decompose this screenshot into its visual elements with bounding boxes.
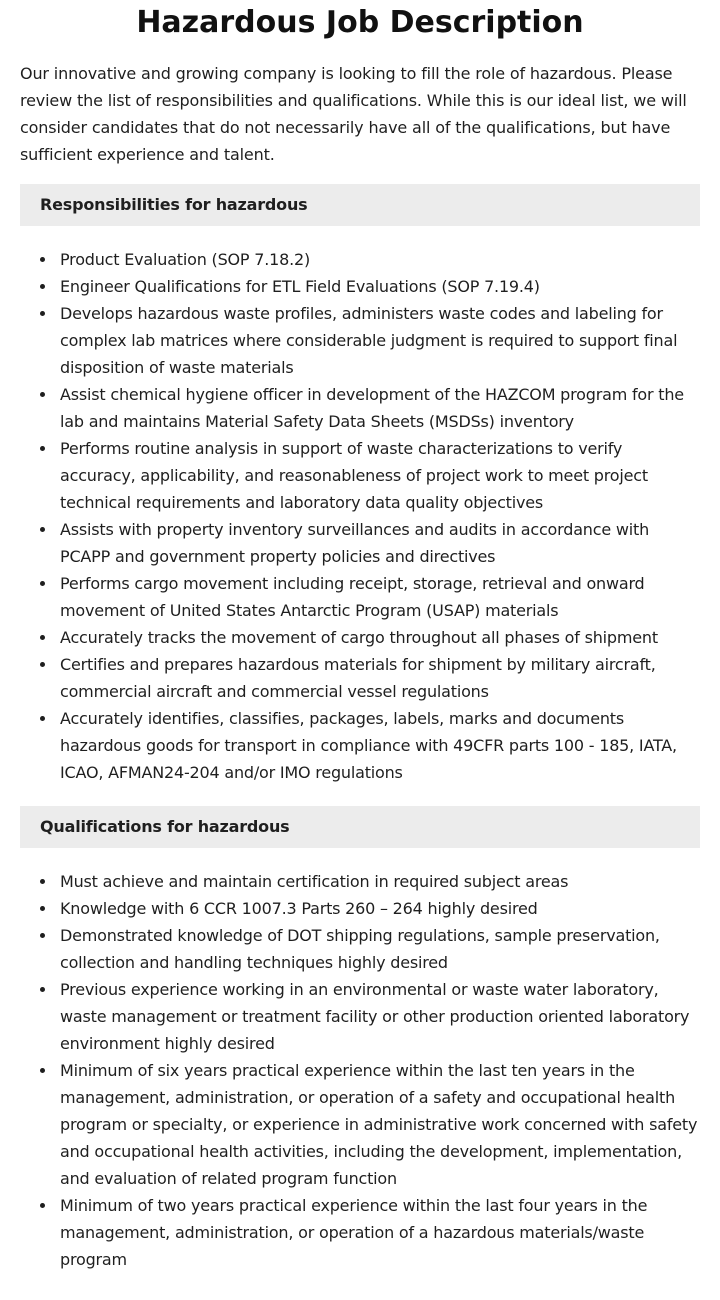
responsibilities-heading: Responsibilities for hazardous bbox=[20, 184, 700, 226]
responsibility-text: Accurately identifies, classifies, packages, labels, marks and documents hazardous goods for transport in compliance with 49CFR parts 100 - 185, IATA, ICAO, AFMAN24-204 and/or IMO regulations bbox=[60, 709, 677, 782]
responsibility-text: Performs cargo movement including receipt, storage, retrieval and onward movement of United States Antarctic Program (USAP) materials bbox=[60, 574, 645, 620]
list-item bbox=[20, 246, 700, 273]
bullet-icon bbox=[40, 906, 45, 911]
bullet-icon bbox=[40, 1068, 45, 1073]
bullet-icon bbox=[40, 933, 45, 938]
qualification-text: Previous experience working in an environmental or waste water laboratory, waste management or treatment facility or other production oriented laboratory environment highly desired bbox=[60, 980, 690, 1053]
list-item bbox=[20, 300, 700, 381]
list-item bbox=[20, 895, 700, 922]
qualifications-list bbox=[20, 868, 700, 1273]
intro-paragraph: Our innovative and growing company is looking to fill the role of hazardous. Please review the list of responsibilities and qualifications. While this is our ideal list, we will consider candidates that do not necessarily have all of the qualifications, but have sufficient experience and talent. bbox=[20, 64, 687, 164]
bullet-icon bbox=[40, 446, 45, 451]
bullet-icon bbox=[40, 1203, 45, 1208]
responsibility-text: Certifies and prepares hazardous materials for shipment by military aircraft, commercial aircraft and commercial vessel regulations bbox=[60, 655, 656, 701]
bullet-icon bbox=[40, 879, 45, 884]
bullet-icon bbox=[40, 311, 45, 316]
bullet-icon bbox=[40, 987, 45, 992]
list-item bbox=[20, 516, 700, 570]
qualifications-heading: Qualifications for hazardous bbox=[20, 806, 700, 848]
list-item bbox=[20, 1057, 700, 1192]
bullet-icon bbox=[40, 581, 45, 586]
bullet-icon bbox=[40, 527, 45, 532]
bullet-icon bbox=[40, 716, 45, 721]
bullet-icon bbox=[40, 284, 45, 289]
bullet-icon bbox=[40, 392, 45, 397]
page-title: Hazardous Job Description bbox=[136, 5, 584, 40]
list-item bbox=[20, 624, 700, 651]
responsibility-text: Engineer Qualifications for ETL Field Evaluations (SOP 7.19.4) bbox=[60, 277, 540, 296]
responsibilities-list bbox=[20, 246, 700, 786]
responsibility-text: Assist chemical hygiene officer in development of the HAZCOM program for the lab and maintains Material Safety Data Sheets (MSDSs) inventory bbox=[60, 385, 684, 431]
list-item bbox=[20, 435, 700, 516]
list-item bbox=[20, 651, 700, 705]
list-item bbox=[20, 570, 700, 624]
responsibility-text: Product Evaluation (SOP 7.18.2) bbox=[60, 250, 311, 269]
list-item bbox=[20, 868, 700, 895]
bullet-icon bbox=[40, 662, 45, 667]
list-item bbox=[20, 1192, 700, 1273]
bullet-icon bbox=[40, 257, 45, 262]
list-item bbox=[20, 922, 700, 976]
qualification-text: Must achieve and maintain certification in required subject areas bbox=[60, 872, 569, 891]
list-item bbox=[20, 705, 700, 786]
list-item bbox=[20, 273, 700, 300]
list-item bbox=[20, 976, 700, 1057]
responsibility-text: Develops hazardous waste profiles, administers waste codes and labeling for complex lab matrices where considerable judgment is required to support final disposition of waste materials bbox=[60, 304, 678, 377]
list-item bbox=[20, 381, 700, 435]
responsibility-text: Assists with property inventory surveillances and audits in accordance with PCAPP and government property policies and directives bbox=[60, 520, 650, 566]
bullet-icon bbox=[40, 635, 45, 640]
qualification-text: Knowledge with 6 CCR 1007.3 Parts 260 – 264 highly desired bbox=[60, 899, 538, 918]
responsibility-text: Performs routine analysis in support of waste characterizations to verify accuracy, applicability, and reasonableness of project work to meet project technical requirements and laboratory data quality objectives bbox=[60, 439, 648, 512]
qualification-text: Minimum of six years practical experience within the last ten years in the management, administration, or operation of a safety and occupational health program or specialty, or experience in administrative work concerned with safety and occupational health activities, including the development, implementation, and evaluation of related program function bbox=[60, 1061, 698, 1188]
qualification-text: Minimum of two years practical experience within the last four years in the management, administration, or operation of a hazardous materials/waste program bbox=[60, 1196, 648, 1269]
qualification-text: Demonstrated knowledge of DOT shipping regulations, sample preservation, collection and handling techniques highly desired bbox=[60, 926, 660, 972]
responsibility-text: Accurately tracks the movement of cargo throughout all phases of shipment bbox=[60, 628, 658, 647]
